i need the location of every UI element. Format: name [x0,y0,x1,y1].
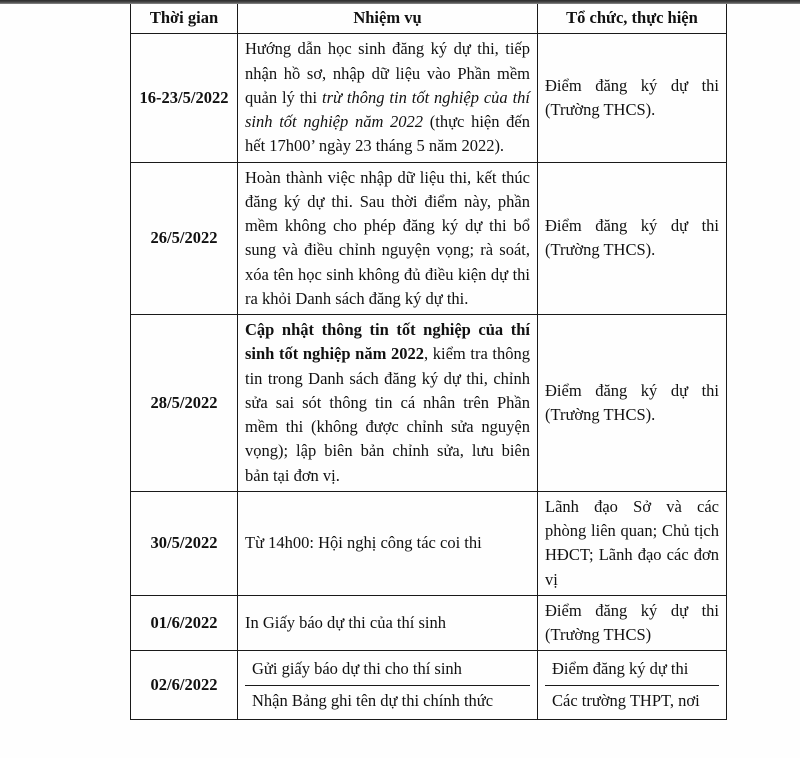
row-task [238,34,538,162]
table-body [131,34,727,720]
header-row [131,3,727,34]
column-header-time: Thời gian [131,3,238,34]
row-task: Hoàn thành việc nhập dữ liệu thi, kết thúc đăng ký dự thi. Sau thời điểm này, phần mềm không cho phép đăng ký dự thi bổ sung và điều chỉnh nguyện vọng; rà soát, xóa tên học sinh không đủ điều kiện dự thi ra khỏi Danh sách đăng ký dự thi. [238,162,538,315]
row-time: 26/5/2022 [131,162,238,315]
table-row [131,34,727,162]
row-time: 01/6/2022 [131,595,238,651]
row-task [238,315,538,492]
task-text-emphasis: trừ thông tin tốt nghiệp của thí sinh tốt nghiệp năm 2022 [245,87,531,131]
subrow-task: Gửi giấy báo dự thi cho thí sinh [252,659,462,679]
subrow-org: Điểm đăng ký dự thi [552,659,689,679]
row-time: 02/6/2022 [131,651,238,720]
exam-schedule-table [130,2,727,720]
table-row [131,491,727,595]
subrow-task: Nhận Bảng ghi tên dự thi chính thức [245,685,530,716]
table-header [131,3,727,34]
row-task: Từ 14h00: Hội nghị công tác coi thi [238,491,538,595]
subrow-org: Các trường THPT, nơi [545,685,719,716]
row-org: Điểm đăng ký dự thi (Trường THCS) [538,595,727,651]
row-org: Điểm đăng ký dự thi (Trường THCS). [538,315,727,492]
task-text-strong: Cập nhật thông tin tốt nghiệp của thí sinh tốt nghiệp năm 2022 [245,320,530,364]
row-org-group [538,651,727,720]
row-task-group [238,651,538,720]
row-task: In Giấy báo dự thi của thí sinh [238,595,538,651]
task-text-tail: (thực hiện đến hết 17h00’ ngày 23 tháng 5 năm 2022). [245,112,530,156]
task-text-lead: Hướng dẫn học sinh đăng ký dự thi, tiếp nhận hồ sơ, nhập dữ liệu vào Phần mềm quản lý thi [245,39,530,107]
table-row [131,315,727,492]
row-time: 16-23/5/2022 [131,34,238,162]
table-row [131,595,727,651]
row-org: Điểm đăng ký dự thi (Trường THCS). [538,34,727,162]
column-header-org: Tổ chức, thực hiện [538,3,727,34]
row-time: 30/5/2022 [131,491,238,595]
table-row [131,162,727,315]
column-header-task: Nhiệm vụ [238,3,538,34]
row-org: Điểm đăng ký dự thi (Trường THCS). [538,162,727,315]
table-row [131,651,727,720]
task-text-tail: , kiểm tra thông tin trong Danh sách đăng ký dự thi, chỉnh sửa sai sót thông tin cá nhân trên Phần mềm thi (không được chỉnh sửa nguyện vọng); lập biên bản chỉnh sửa, lưu biên bản tại đơn vị. [245,344,530,485]
scan-edge-artifact [0,0,800,4]
row-org: Lãnh đạo Sở và các phòng liên quan; Chủ tịch HĐCT; Lãnh đạo các đơn vị [538,491,727,595]
row-time: 28/5/2022 [131,315,238,492]
